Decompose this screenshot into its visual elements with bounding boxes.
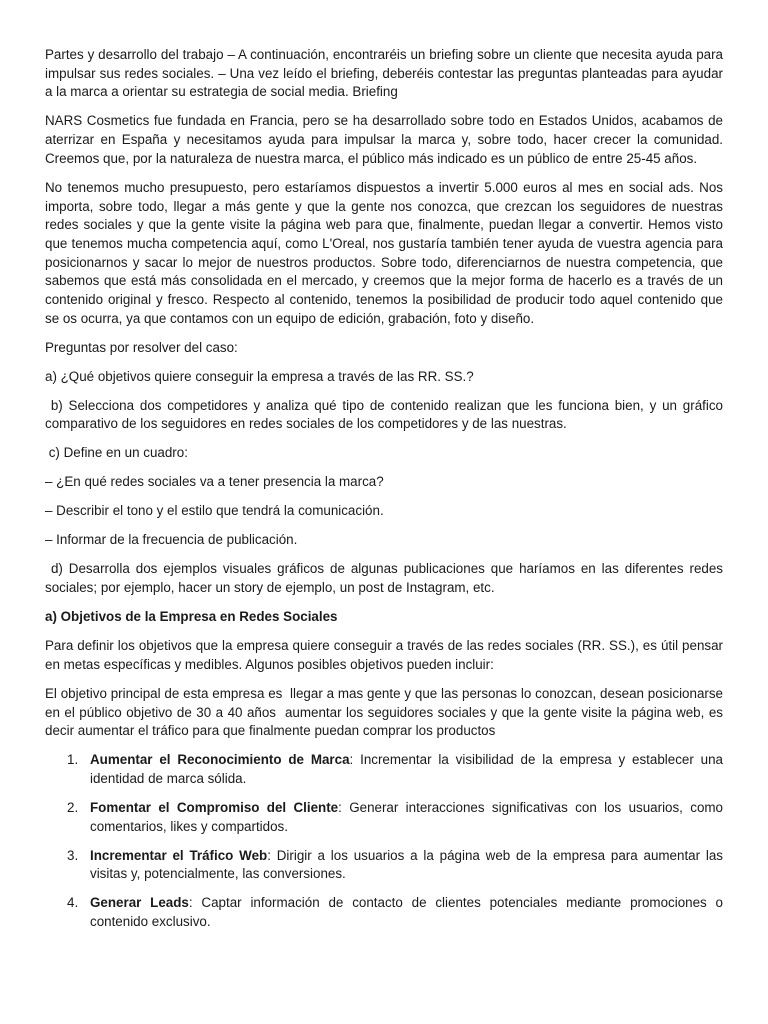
list-item-term: Aumentar el Reconocimiento de Marca (90, 752, 350, 768)
list-item-description: : Generar interacciones significativas con los usuarios, como comentarios, likes y compartidos. (90, 799, 723, 834)
list-item (67, 847, 723, 884)
intro-paragraph: Partes y desarrollo del trabajo – A continuación, encontraréis un briefing sobre un cliente que necesita ayuda para impulsar sus redes sociales. – Una vez leído el briefing, deberéis contestar las preguntas planteadas para ayudar a la marca a orientar su estrategia de social media. Briefing (45, 47, 723, 100)
questions-intro: Preguntas por resolver del caso: (45, 339, 238, 355)
list-item-description: : Captar información de contacto de clientes potenciales mediante promociones o contenido exclusivo. (90, 895, 723, 930)
list-item-term: Incrementar el Tráfico Web (90, 847, 268, 863)
list-item-number: 1. (67, 752, 79, 768)
answer-heading: a) Objetivos de la Empresa en Redes Sociales (45, 609, 338, 625)
list-item-number: 3. (67, 847, 79, 863)
list-item-description: : Incrementar la visibilidad de la empresa y establecer una identidad de marca sólida. (90, 752, 724, 786)
list-item (67, 799, 723, 836)
list-item (67, 894, 723, 931)
briefing-paragraph-2: No tenemos mucho presupuesto, pero estaríamos dispuestos a invertir 5.000 euros al mes en social ads. Nos importa, sobre todo, llegar a más gente y que la gente nos conozca, que crezcan los seguidores de nuestras redes sociales y que la gente visite la página web para que, finalmente, puedan llegar a convertir. Hemos visto que tenemos mucha competencia aquí, como L'Oreal, nos gustaría también tener ayuda de vuestra agencia para posicionarnos y sacar lo mejor de nuestros productos. Sobre todo, diferenciarnos de nuestra competencia, que sabemos que está más consolidada en el mercado, y creemos que la mejor forma de hacerlo es a través de un contenido original y fresco. Respecto al contenido, tenemos la posibilidad de producir todo aquel contenido que se os ocurra, ya que contamos con un equipo de edición, grabación, foto y diseño. (45, 179, 723, 326)
objectives-list (45, 751, 723, 932)
list-item-term: Fomentar el Compromiso del Cliente (90, 799, 339, 815)
question-c-item-2: – Describir el tono y el estilo que tendrá la comunicación. (45, 503, 384, 519)
briefing-paragraph-1: NARS Cosmetics fue fundada en Francia, pero se ha desarrollado sobre todo en Estados Unidos, acabamos de aterrizar en España y necesitamos ayuda para impulsar la marca y, sobre todo, hacer crecer la comunidad. Creemos que, por la naturaleza de nuestra marca, el público más indicado es un público de entre 25-45 años. (45, 113, 723, 166)
question-c-item-1: – ¿En qué redes sociales va a tener presencia la marca? (45, 474, 384, 490)
question-a: a) ¿Qué objetivos quiere conseguir la empresa a través de las RR. SS.? (45, 368, 474, 384)
list-item (67, 751, 724, 788)
answer-main: El objetivo principal de esta empresa es llegar a mas gente y que las personas lo conozcan, desean posicionarse en el público objetivo de 30 a 40 años aumentar los seguidores sociales y que la gente visite la página web, es decir aumentar el tráfico para que finalmente puedan comprar los productos (45, 685, 727, 739)
question-d: d) Desarrolla dos ejemplos visuales gráficos de algunas publicaciones que haríamos en las diferentes redes sociales; por ejemplo, hacer un story de ejemplo, un post de Instagram, etc. (45, 561, 727, 596)
list-item-number: 2. (67, 799, 79, 815)
list-item-term: Generar Leads (90, 895, 189, 911)
question-c-item-3: – Informar de la frecuencia de publicación. (45, 532, 298, 548)
question-b: b) Selecciona dos competidores y analiza qué tipo de contenido realizan que les funciona bien, y un gráfico comparativo de los seguidores en redes sociales de los competidores y de las nuestras. (45, 397, 727, 432)
list-item-number: 4. (67, 895, 79, 911)
question-c: c) Define en un cuadro: (45, 445, 188, 461)
list-item-description: : Dirigir a los usuarios a la página web de la empresa para aumentar las visitas y, potencialmente, las conversiones. (90, 847, 723, 882)
answer-intro: Para definir los objetivos que la empresa quiere conseguir a través de las redes sociales (RR. SS.), es útil pensar en metas específicas y medibles. Algunos posibles objetivos pueden incluir: (45, 638, 723, 672)
